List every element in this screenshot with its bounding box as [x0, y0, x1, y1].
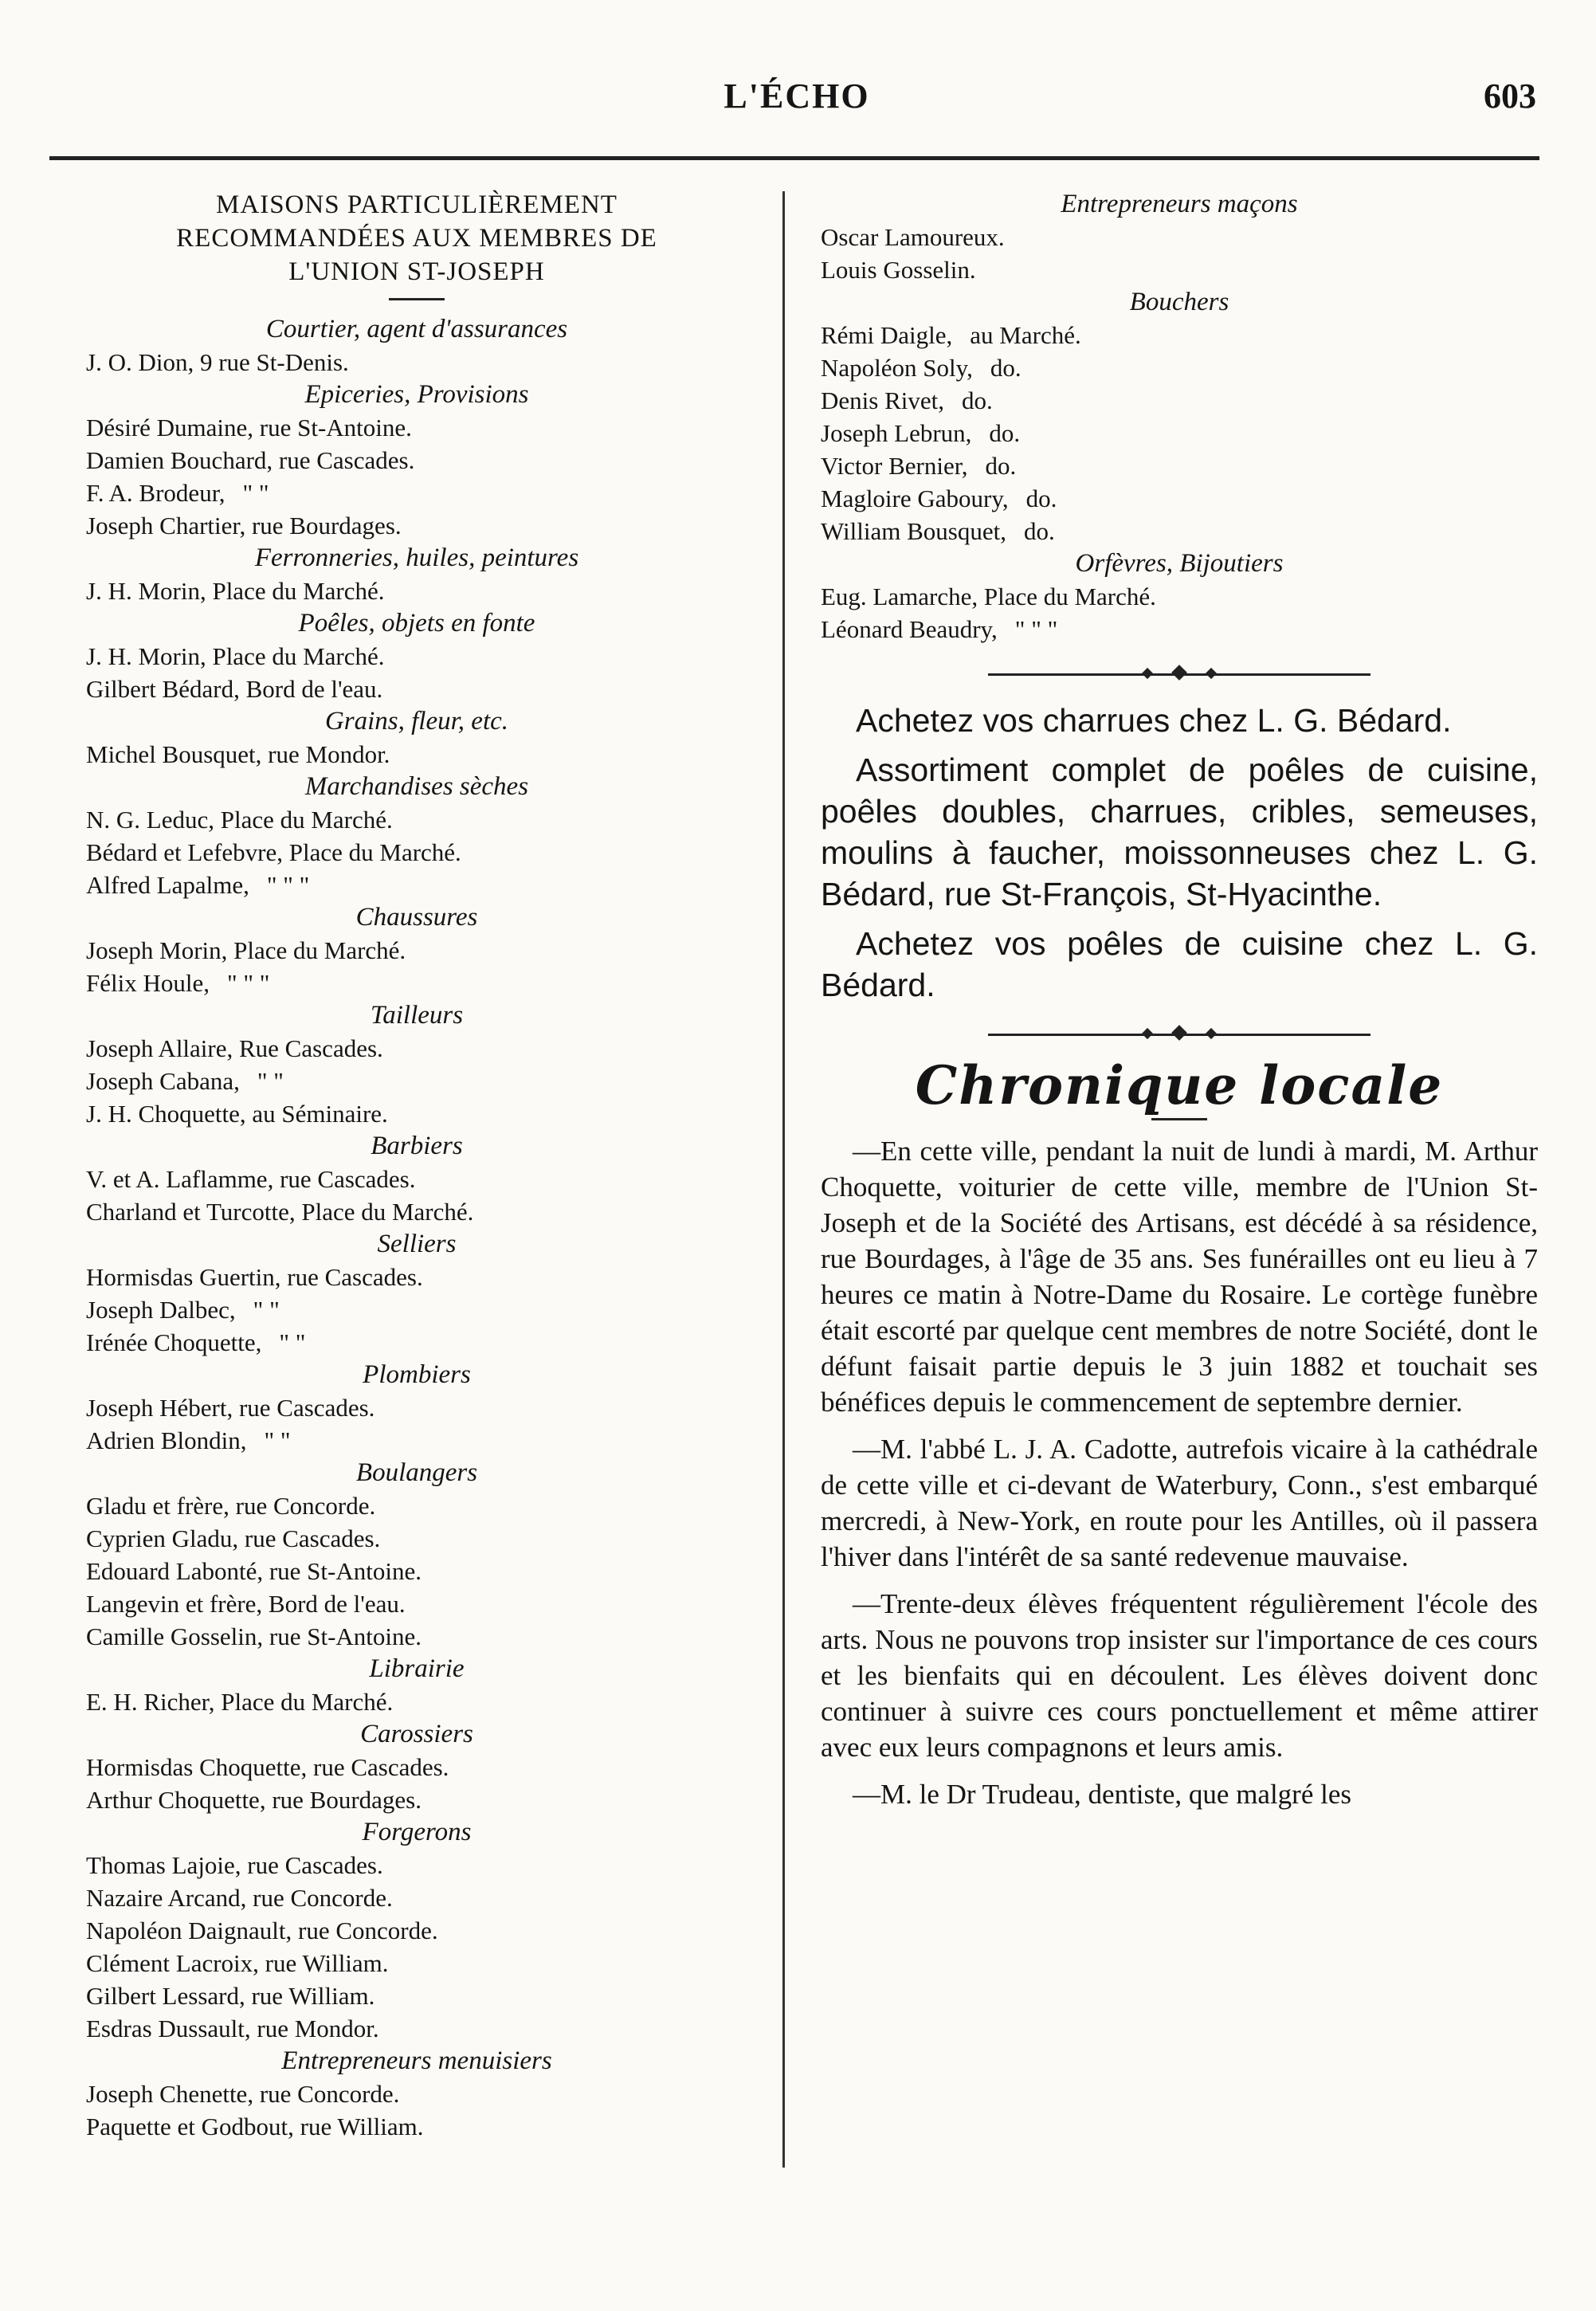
business-name: Nazaire Arcand, rue Concorde.	[86, 1884, 393, 1912]
business-name: Victor Bernier,	[821, 452, 968, 480]
business-address: do.	[962, 386, 993, 414]
business-address: do.	[990, 354, 1022, 382]
category-heading: Carossiers	[360, 1720, 473, 1748]
directory-entry	[86, 640, 747, 673]
business-name: Langevin et frère, Bord de l'eau.	[86, 1590, 406, 1618]
business-name: Léonard Beaudry,	[821, 615, 998, 643]
news-paragraph: —M. le Dr Trudeau, dentiste, que malgré les	[853, 1779, 1352, 1810]
directory-entry	[86, 1032, 747, 1065]
directory-entry	[86, 1065, 747, 1097]
notice-title	[86, 188, 747, 288]
business-name: Cyprien Gladu, rue Cascades.	[86, 1524, 381, 1552]
business-address: " " "	[266, 871, 310, 899]
directory-entry	[86, 967, 747, 999]
directory-entry	[86, 673, 747, 705]
directory-entry	[86, 1783, 747, 1816]
business-name: J. H. Choquette, au Séminaire.	[86, 1100, 388, 1128]
business-name: Edouard Labonté, rue St-Antoine.	[86, 1557, 422, 1585]
business-name: Hormisdas Choquette, rue Cascades.	[86, 1753, 449, 1781]
directory-entry	[821, 515, 1538, 547]
advertisement-block	[821, 700, 1538, 1006]
business-name: Joseph Chenette, rue Concorde.	[86, 2080, 400, 2108]
directory-entry	[86, 2110, 747, 2143]
directory-entry	[86, 803, 747, 836]
business-name: Napoléon Daignault, rue Concorde.	[86, 1917, 438, 1944]
directory-entry	[86, 1685, 747, 1718]
business-address: do.	[989, 419, 1021, 447]
directory-entry	[86, 1522, 747, 1555]
business-name: Hormisdas Guertin, rue Cascades.	[86, 1263, 423, 1291]
business-name: Denis Rivet,	[821, 386, 944, 414]
directory-entry	[86, 1163, 747, 1195]
business-name: Félix Houle,	[86, 969, 210, 997]
category-heading: Barbiers	[371, 1132, 463, 1160]
directory-entry	[86, 346, 747, 379]
business-name: Rémi Daigle,	[821, 321, 953, 349]
business-name: Joseph Lebrun,	[821, 419, 972, 447]
business-name: V. et A. Laflamme, rue Cascades.	[86, 1165, 416, 1193]
business-address: " "	[253, 1296, 280, 1324]
category-heading: Librairie	[369, 1654, 465, 1683]
section-title: Chronique locale	[915, 1054, 1444, 1116]
business-name: Joseph Hébert, rue Cascades.	[86, 1394, 375, 1422]
directory-entry	[86, 1097, 747, 1130]
business-name: Joseph Cabana,	[86, 1067, 240, 1095]
directory-entry	[821, 482, 1538, 515]
category-heading: Ferronneries, huiles, peintures	[254, 543, 579, 572]
business-name: Magloire Gaboury,	[821, 485, 1009, 512]
business-name: Esdras Dussault, rue Mondor.	[86, 2015, 379, 2042]
business-address: " "	[242, 479, 269, 507]
ornament-divider	[988, 1026, 1371, 1042]
business-name: Eug. Lamarche, Place du Marché.	[821, 583, 1156, 610]
directory-entry	[86, 2012, 747, 2045]
category-heading: Selliers	[377, 1230, 457, 1258]
directory-entry	[821, 319, 1538, 351]
business-name: Louis Gosselin.	[821, 256, 976, 284]
directory-entry	[86, 1489, 747, 1522]
directory-entry	[86, 1555, 747, 1587]
business-directory-continued	[821, 188, 1538, 645]
directory-entry	[86, 1751, 747, 1783]
notice-title-line: RECOMMANDÉES AUX MEMBRES DE	[176, 224, 657, 253]
directory-entry	[821, 417, 1538, 449]
business-name: Charland et Turcotte, Place du Marché.	[86, 1198, 474, 1226]
business-address: au Marché.	[970, 321, 1081, 349]
directory-entry	[821, 580, 1538, 613]
directory-entry	[86, 836, 747, 869]
directory-entry	[86, 1195, 747, 1228]
business-address: " " "	[227, 969, 270, 997]
business-name: Adrien Blondin,	[86, 1426, 247, 1454]
left-column	[86, 188, 747, 2143]
business-name: J. H. Morin, Place du Marché.	[86, 642, 385, 670]
directory-entry	[86, 1947, 747, 1979]
ad-paragraph: Achetez vos charrues chez L. G. Bédard.	[856, 702, 1452, 739]
business-name: N. G. Leduc, Place du Marché.	[86, 806, 393, 834]
ad-paragraph: Achetez vos poêles de cuisine chez L. G. Bédard.	[821, 925, 1538, 1003]
business-name: Joseph Morin, Place du Marché.	[86, 936, 406, 964]
directory-entry	[86, 1261, 747, 1293]
short-rule	[389, 298, 445, 300]
business-name: Irénée Choquette,	[86, 1328, 262, 1356]
business-name: Joseph Chartier, rue Bourdages.	[86, 512, 402, 539]
business-name: J. O. Dion, 9 rue St-Denis.	[86, 348, 349, 376]
business-name: Gladu et frère, rue Concorde.	[86, 1492, 376, 1520]
business-name: Arthur Choquette, rue Bourdages.	[86, 1786, 422, 1814]
category-heading: Chaussures	[355, 903, 478, 932]
category-heading: Courtier, agent d'assurances	[265, 315, 568, 343]
directory-entry	[86, 477, 747, 509]
business-name: J. H. Morin, Place du Marché.	[86, 577, 385, 605]
directory-entry	[86, 738, 747, 771]
business-name: Thomas Lajoie, rue Cascades.	[86, 1851, 383, 1879]
journal-title: L'ÉCHO	[723, 77, 870, 116]
business-name: William Bousquet,	[821, 517, 1006, 545]
directory-entry	[86, 1881, 747, 1914]
directory-entry	[86, 1293, 747, 1326]
directory-entry	[86, 444, 747, 477]
short-rule	[1151, 1118, 1207, 1120]
directory-entry	[821, 449, 1538, 482]
category-heading: Marchandises sèches	[304, 772, 529, 801]
page-number: 603	[1484, 77, 1536, 116]
directory-entry	[86, 575, 747, 607]
category-heading: Bouchers	[1129, 288, 1229, 316]
business-name: Bédard et Lefebvre, Place du Marché.	[86, 838, 461, 866]
business-address: " "	[264, 1426, 291, 1454]
directory-entry	[86, 2078, 747, 2110]
news-paragraph: —En cette ville, pendant la nuit de lundi à mardi, M. Arthur Choquette, voiturier de cette ville, membre de l'Union St-Joseph et de la Société des Artisans, est décédé à sa résidence, rue Bourdages, à l'âge de 35 ans. Ses funérailles ont eu lieu à 7 heures ce matin à Notre-Dame du Rosaire. Le cortège funèbre était escorté par quelque cent membres de notre Société, dont le défunt faisait partie depuis le 3 juin 1882 et touchait ses bénéfices depuis le commencement de septembre dernier.	[821, 1136, 1538, 1418]
business-address: do.	[985, 452, 1017, 480]
category-heading: Forgerons	[362, 1818, 472, 1846]
category-heading: Plombiers	[363, 1360, 471, 1389]
category-heading: Poêles, objets en fonte	[298, 609, 535, 638]
directory-entry	[86, 1620, 747, 1653]
business-name: Paquette et Godbout, rue William.	[86, 2113, 424, 2140]
business-name: Joseph Dalbec,	[86, 1296, 236, 1324]
business-name: E. H. Richer, Place du Marché.	[86, 1688, 394, 1716]
directory-entry	[86, 1849, 747, 1881]
business-address: do.	[1025, 485, 1057, 512]
business-address: " "	[257, 1067, 284, 1095]
directory-entry	[86, 1424, 747, 1457]
business-address: " "	[279, 1328, 306, 1356]
business-name: Joseph Allaire, Rue Cascades.	[86, 1034, 383, 1062]
right-column	[821, 188, 1538, 1823]
business-name: F. A. Brodeur,	[86, 479, 225, 507]
news-paragraph: —Trente-deux élèves fréquentent régulièrement l'école des arts. Nous ne pouvons trop insister sur l'importance de ces cours et les bienfaits qui en découlent. Les élèves doivent donc continuer à suivre ces cours ponctuellement et même attirer avec eux leurs compagnons et leurs amis.	[821, 1588, 1538, 1763]
business-name: Michel Bousquet, rue Mondor.	[86, 740, 390, 768]
directory-entry	[86, 1326, 747, 1359]
local-news	[821, 1133, 1538, 1812]
business-name: Oscar Lamoureux.	[821, 223, 1005, 251]
business-name: Napoléon Soly,	[821, 354, 973, 382]
directory-entry	[821, 221, 1538, 253]
business-directory	[86, 313, 747, 2143]
business-name: Désiré Dumaine, rue St-Antoine.	[86, 414, 412, 441]
business-name: Damien Bouchard, rue Cascades.	[86, 446, 415, 474]
business-name: Gilbert Lessard, rue William.	[86, 1982, 375, 2010]
column-divider	[782, 191, 785, 2168]
business-name: Alfred Lapalme,	[86, 871, 249, 899]
directory-entry	[821, 253, 1538, 286]
news-paragraph: —M. l'abbé L. J. A. Cadotte, autrefois vicaire à la cathédrale de cette ville et ci-devant de Waterbury, Conn., s'est embarqué mercredi, à New-York, en route pour les Antilles, où il passera l'hiver dans l'intérêt de sa santé redevenue mauvaise.	[821, 1434, 1538, 1572]
category-heading: Boulangers	[355, 1458, 478, 1487]
category-heading: Grains, fleur, etc.	[324, 707, 509, 736]
header-rule	[49, 156, 1539, 160]
notice-title-line: MAISONS PARTICULIÈREMENT	[216, 190, 618, 219]
business-name: Camille Gosselin, rue St-Antoine.	[86, 1622, 422, 1650]
directory-entry	[86, 869, 747, 901]
business-name: Clément Lacroix, rue William.	[86, 1949, 389, 1977]
category-heading: Epiceries, Provisions	[304, 380, 529, 409]
directory-entry	[86, 1391, 747, 1424]
page-header	[48, 76, 1546, 131]
ornament-divider	[988, 666, 1371, 682]
category-heading: Entrepreneurs menuisiers	[281, 2046, 552, 2075]
directory-entry	[86, 509, 747, 542]
category-heading: Tailleurs	[370, 1001, 464, 1030]
ad-paragraph: Assortiment complet de poêles de cuisine, poêles doubles, charrues, cribles, semeuses, moulins à faucher, moissonneuses chez L. G. Bédard, rue St-François, St-Hyacinthe.	[821, 751, 1538, 912]
business-address: do.	[1023, 517, 1055, 545]
business-name: Gilbert Bédard, Bord de l'eau.	[86, 675, 383, 703]
directory-entry	[86, 1914, 747, 1947]
notice-title-line: L'UNION ST-JOSEPH	[288, 257, 545, 286]
directory-entry	[821, 613, 1538, 645]
category-heading: Orfèvres, Bijoutiers	[1075, 549, 1284, 578]
directory-entry	[86, 411, 747, 444]
directory-entry	[86, 934, 747, 967]
directory-entry	[821, 384, 1538, 417]
category-heading: Entrepreneurs maçons	[1061, 190, 1298, 218]
directory-entry	[86, 1587, 747, 1620]
directory-entry	[86, 1979, 747, 2012]
business-address: " " "	[1014, 615, 1058, 643]
directory-entry	[821, 351, 1538, 384]
